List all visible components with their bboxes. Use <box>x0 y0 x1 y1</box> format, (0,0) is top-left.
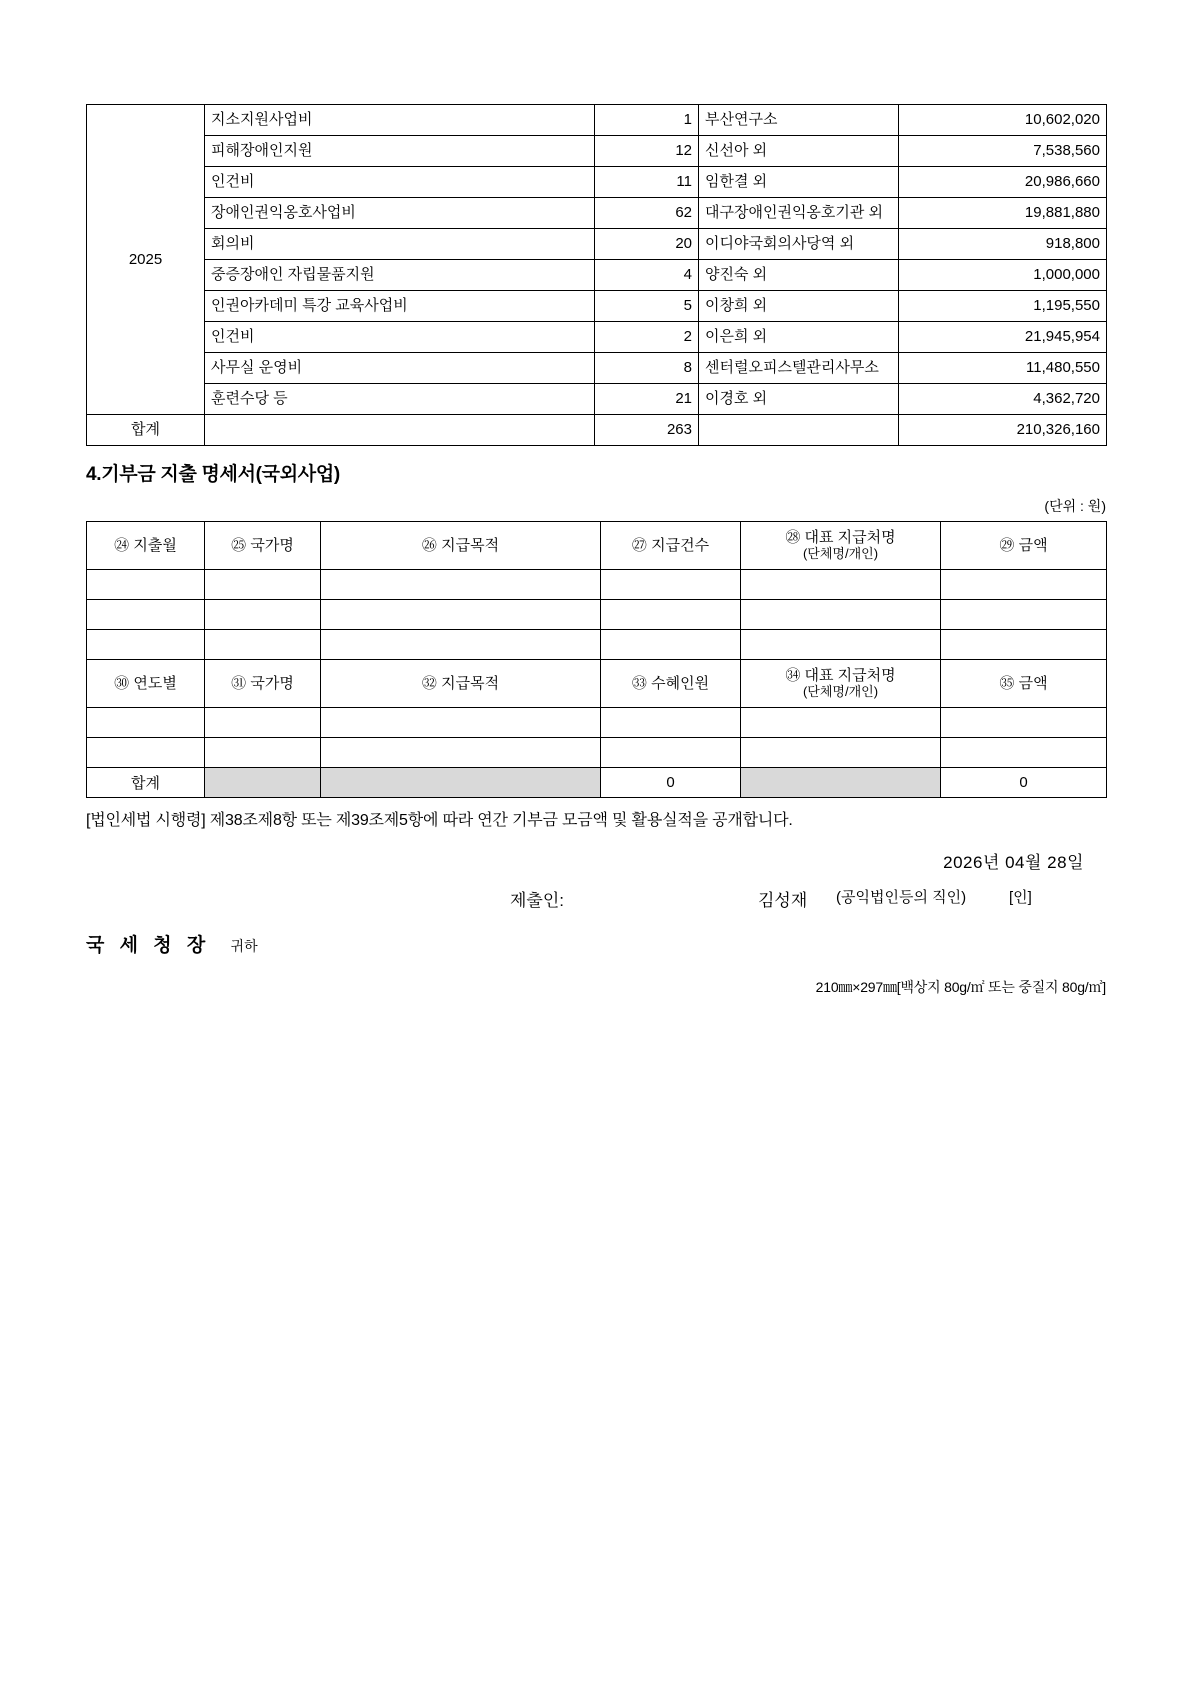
count-cell: 4 <box>595 260 699 291</box>
count-cell: 12 <box>595 136 699 167</box>
header-sublabel: (단체명/개인) <box>802 683 879 699</box>
empty-cell <box>741 630 941 660</box>
submitter-row <box>86 886 1106 910</box>
header-num: ㉝ <box>631 674 647 692</box>
empty-cell <box>941 708 1107 738</box>
count-cell: 21 <box>595 384 699 415</box>
domestic-expenditure-body <box>87 105 1107 446</box>
amount-cell: 4,362,720 <box>899 384 1107 415</box>
payee-cell: 대구장애인권익옹호기관 외 <box>699 198 899 229</box>
shaded-cell <box>321 768 601 798</box>
table-row <box>87 630 1107 660</box>
empty-cell <box>87 630 205 660</box>
header-num: ㉞ <box>785 667 801 685</box>
header-num: ㉛ <box>231 674 247 692</box>
item-cell: 지소지원사업비 <box>205 105 595 136</box>
empty-cell <box>321 570 601 600</box>
empty-cell <box>205 738 321 768</box>
header-num: ㉜ <box>421 674 437 692</box>
unit-label: (단위 : 원) <box>1044 498 1106 514</box>
overseas-total-count: 0 <box>601 768 741 798</box>
payee-cell: 이창희 외 <box>699 291 899 322</box>
table-row <box>87 738 1107 768</box>
empty-cell <box>741 600 941 630</box>
empty-cell <box>741 708 941 738</box>
payee-cell: 센터럴오피스텔관리사무소 <box>699 353 899 384</box>
table-row <box>87 167 1107 198</box>
shaded-cell <box>205 768 321 798</box>
empty-cell <box>601 570 741 600</box>
addressee-office: 국 세 청 장 <box>86 935 211 956</box>
header-cell-purpose-2 <box>321 660 601 708</box>
table-row <box>87 105 1107 136</box>
addressee-row <box>86 930 1106 957</box>
table-row <box>87 198 1107 229</box>
empty-cell <box>601 708 741 738</box>
empty-cell <box>205 600 321 630</box>
total-count: 263 <box>595 415 699 446</box>
count-cell: 5 <box>595 291 699 322</box>
item-cell: 피해장애인지원 <box>205 136 595 167</box>
header-label: 국가명 <box>250 674 294 692</box>
header-cell-payee-2 <box>741 660 941 708</box>
header-label: 수혜인원 <box>651 674 710 692</box>
count-cell: 8 <box>595 353 699 384</box>
header-cell-amount-2 <box>941 660 1107 708</box>
header-cell-purpose <box>321 522 601 570</box>
empty-cell <box>941 600 1107 630</box>
table-row <box>87 229 1107 260</box>
table-row <box>87 291 1107 322</box>
table-row <box>87 136 1107 167</box>
empty-cell <box>87 708 205 738</box>
payee-cell: 부산연구소 <box>699 105 899 136</box>
shaded-cell <box>741 768 941 798</box>
empty-cell <box>601 738 741 768</box>
empty-cell <box>741 738 941 768</box>
table-row <box>87 600 1107 630</box>
section-title-overseas: 4.기부금 지출 명세서(국외사업) <box>86 464 340 485</box>
header-label: 연도별 <box>133 674 177 692</box>
item-cell: 인건비 <box>205 167 595 198</box>
table-header-row <box>87 660 1107 708</box>
total-payee-blank <box>699 415 899 446</box>
header-cell-by-year <box>87 660 205 708</box>
payee-cell: 양진숙 외 <box>699 260 899 291</box>
empty-cell <box>941 630 1107 660</box>
submission-date: 2026년 04월 28일 <box>943 853 1084 872</box>
seal-mark: [인] <box>1009 889 1032 906</box>
empty-cell <box>741 570 941 600</box>
amount-cell: 21,945,954 <box>899 322 1107 353</box>
table-row <box>87 570 1107 600</box>
table-header-row <box>87 522 1107 570</box>
empty-cell <box>941 738 1107 768</box>
table-row <box>87 353 1107 384</box>
overseas-expenditure-body <box>87 522 1107 798</box>
empty-cell <box>601 630 741 660</box>
submitter-role: (공익법인등의 직인) <box>836 889 967 906</box>
empty-cell <box>321 708 601 738</box>
count-cell: 11 <box>595 167 699 198</box>
amount-cell: 1,195,550 <box>899 291 1107 322</box>
empty-cell <box>87 570 205 600</box>
header-label: 대표 지급처명 <box>804 667 896 685</box>
header-num: ㉖ <box>421 536 437 554</box>
header-label: 지급건수 <box>651 536 710 554</box>
empty-cell <box>601 600 741 630</box>
empty-cell <box>205 570 321 600</box>
amount-cell: 20,986,660 <box>899 167 1107 198</box>
item-cell: 사무실 운영비 <box>205 353 595 384</box>
header-label: 지출월 <box>133 536 177 554</box>
empty-cell <box>941 570 1107 600</box>
table-row <box>87 708 1107 738</box>
submitter-label: 제출인: <box>510 891 564 910</box>
domestic-expenditure-table <box>86 104 1107 446</box>
overseas-expenditure-table <box>86 521 1107 798</box>
payee-cell: 이디야국회의사당역 외 <box>699 229 899 260</box>
header-sublabel: (단체명/개인) <box>802 545 879 561</box>
header-num: ㉘ <box>785 529 801 547</box>
empty-cell <box>321 600 601 630</box>
header-num: ㉔ <box>114 536 130 554</box>
total-label: 합계 <box>87 415 205 446</box>
header-num: ㉚ <box>114 674 130 692</box>
amount-cell: 10,602,020 <box>899 105 1107 136</box>
header-num: ㉗ <box>631 536 647 554</box>
count-cell: 1 <box>595 105 699 136</box>
table-total-row <box>87 768 1107 798</box>
header-num: ㉙ <box>999 536 1015 554</box>
table-row <box>87 260 1107 291</box>
empty-cell <box>205 630 321 660</box>
header-cell-payee <box>741 522 941 570</box>
header-cell-expense-month <box>87 522 205 570</box>
empty-cell <box>321 630 601 660</box>
header-label: 국가명 <box>250 536 294 554</box>
header-cell-beneficiaries <box>601 660 741 708</box>
item-cell: 회의비 <box>205 229 595 260</box>
paper-spec-note: 210㎜×297㎜[백상지 80g/㎡ 또는 중질지 80g/㎡] <box>815 979 1106 995</box>
count-cell: 62 <box>595 198 699 229</box>
count-cell: 20 <box>595 229 699 260</box>
total-amount: 210,326,160 <box>899 415 1107 446</box>
amount-cell: 918,800 <box>899 229 1107 260</box>
total-item-blank <box>205 415 595 446</box>
amount-cell: 11,480,550 <box>899 353 1107 384</box>
header-cell-country-2 <box>205 660 321 708</box>
item-cell: 인권아카데미 특강 교육사업비 <box>205 291 595 322</box>
header-num: ㉟ <box>999 674 1015 692</box>
amount-cell: 19,881,880 <box>899 198 1107 229</box>
payee-cell: 이경호 외 <box>699 384 899 415</box>
legal-notice: [법인세법 시행령] 제38조제8항 또는 제39조제5항에 따라 연간 기부금 모금액 및 활용실적을 공개합니다. <box>86 812 793 829</box>
amount-cell: 1,000,000 <box>899 260 1107 291</box>
empty-cell <box>205 708 321 738</box>
header-label: 지급목적 <box>441 536 500 554</box>
payee-cell: 신선아 외 <box>699 136 899 167</box>
item-cell: 중증장애인 자립물품지원 <box>205 260 595 291</box>
year-cell: 2025 <box>87 105 205 415</box>
header-num: ㉕ <box>231 536 247 554</box>
overseas-total-label: 합계 <box>87 768 205 798</box>
table-total-row <box>87 415 1107 446</box>
header-cell-amount <box>941 522 1107 570</box>
header-label: 지급목적 <box>441 674 500 692</box>
form-sheet <box>86 104 1106 997</box>
table-row <box>87 322 1107 353</box>
empty-cell <box>87 600 205 630</box>
header-cell-payment-count <box>601 522 741 570</box>
header-cell-country <box>205 522 321 570</box>
header-label: 금액 <box>1018 674 1048 692</box>
item-cell: 인건비 <box>205 322 595 353</box>
submitter-name: 김성재 <box>758 891 808 910</box>
amount-cell: 7,538,560 <box>899 136 1107 167</box>
payee-cell: 이은희 외 <box>699 322 899 353</box>
table-row <box>87 384 1107 415</box>
item-cell: 훈련수당 등 <box>205 384 595 415</box>
addressee-suffix: 귀하 <box>230 938 258 954</box>
header-label: 금액 <box>1018 536 1048 554</box>
count-cell: 2 <box>595 322 699 353</box>
empty-cell <box>87 738 205 768</box>
overseas-total-amount: 0 <box>941 768 1107 798</box>
empty-cell <box>321 738 601 768</box>
payee-cell: 임한결 외 <box>699 167 899 198</box>
header-label: 대표 지급처명 <box>804 529 896 547</box>
item-cell: 장애인권익옹호사업비 <box>205 198 595 229</box>
